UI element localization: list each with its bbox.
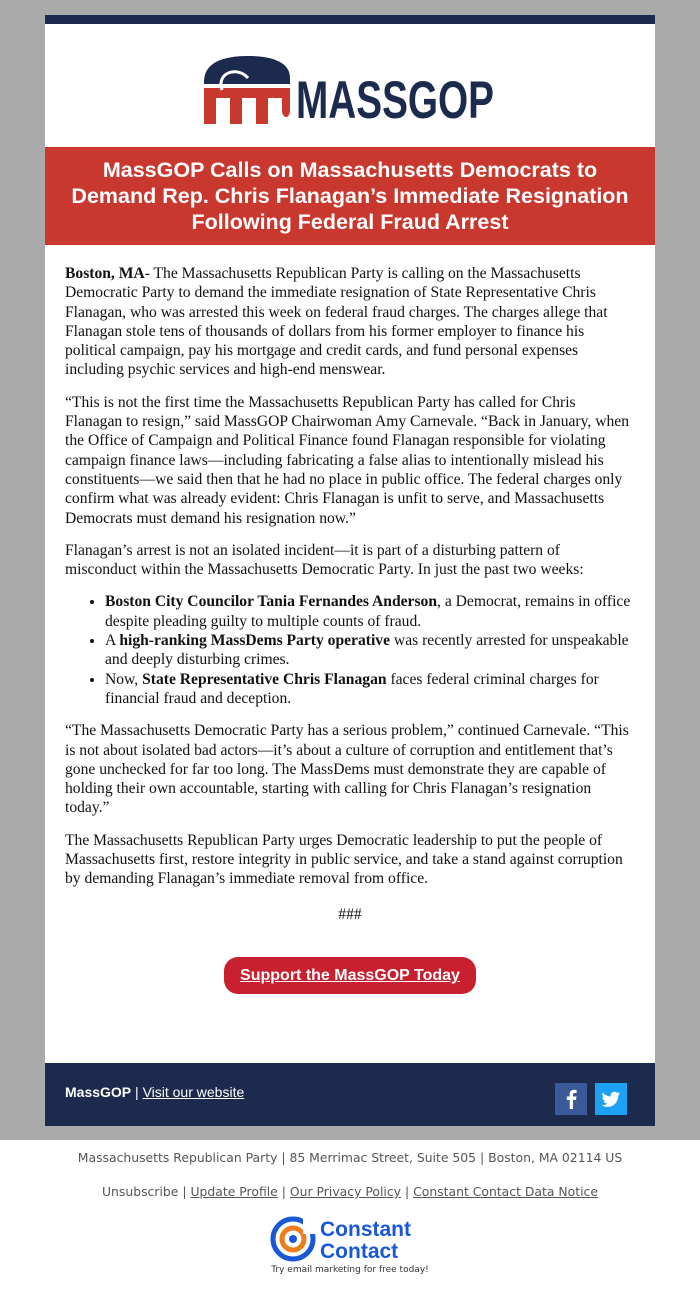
footer-org: MassGOP <box>65 1084 132 1100</box>
paragraph-2: “This is not the first time the Massachusetts Republican Party has called for Chris Flanagan to resign,” said MassGOP Chairwoman Amy Carnevale. “Back in January, when the Office of Campaign and Political Finance found Flanagan responsible for violating campaign finance laws—including fabricating a false alias to intentionally mislead his constituents—we said then that he had no place in public office. The federal charges only confirm what was already evident: Chris Flanagan is unfit to serve, and Massachusetts Democrats must demand his resignation now.” <box>65 393 629 527</box>
footer-left <box>65 1084 244 1100</box>
misconduct-list <box>65 592 635 708</box>
privacy-policy-link[interactable]: Our Privacy Policy <box>289 1184 401 1199</box>
cc-logo-line1: Constant <box>320 1218 411 1241</box>
twitter-icon[interactable] <box>595 1083 627 1115</box>
top-accent-bar <box>45 15 655 24</box>
article-body <box>45 245 655 994</box>
data-notice-link[interactable]: Constant Contact Data Notice <box>413 1184 598 1199</box>
elephant-logo-icon <box>204 56 290 124</box>
support-button[interactable]: Support the MassGOP Today <box>224 957 476 994</box>
footer-links <box>0 1184 700 1199</box>
link-separator: | <box>182 1184 187 1199</box>
email-card <box>45 15 655 1126</box>
cc-logo-line2: Contact <box>320 1240 399 1263</box>
cc-tagline[interactable]: Try email marketing for free today! <box>271 1265 429 1275</box>
paragraph-5: The Massachusetts Republican Party urges Democratic leadership to put the people of Massachusetts first, restore integrity in public service, and take a stand against corruption by demanding Flanagan’s immediate removal from office. <box>65 831 623 888</box>
end-marker: ### <box>338 905 362 923</box>
footer-separator: | <box>135 1084 139 1100</box>
unsubscribe-link[interactable]: Unsubscribe <box>101 1184 179 1199</box>
update-profile-link[interactable]: Update Profile <box>190 1184 278 1199</box>
dateline: Boston, MA <box>65 265 145 282</box>
paragraph-1-text: - The Massachusetts Republican Party is calling on the Massachusetts Democratic Party to demand the immediate resignation of State Representative Chris Flanagan, who was arrested this week on federal fraud charges. The charges allege that Flanagan stole tens of thousands of dollars from his former employer to finance his political campaign, pay his mortgage and credit cards, and fund personal expenses including psychic services and high-end menswear. <box>65 265 608 379</box>
page-title: MassGOP Calls on Massachusetts Democrats to Demand Rep. Chris Flanagan’s Immediate Resignation Following Federal Fraud Arrest <box>45 147 655 245</box>
list-item: • Boston City Councilor Tania Fernandes Anderson, a Democrat, remains in office despite pleading guilty to multiple counts of fraud. <box>105 592 635 631</box>
logo-text: MASSGOP <box>296 71 494 130</box>
constant-contact-icon <box>273 1216 317 1259</box>
email-footer <box>45 1063 655 1126</box>
logo-area <box>45 24 655 147</box>
paragraph-4: “The Massachusetts Democratic Party has a serious problem,” continued Carnevale. “This is not about isolated bad actors—it’s about a culture of corruption and entitlement that’s gone unchecked for far too long. The MassDems must demonstrate they are capable of holding their own accountable, starting with calling for Chris Flanagan’s resignation today.” <box>65 722 629 817</box>
massgop-logo[interactable] <box>202 54 498 129</box>
facebook-icon[interactable] <box>555 1083 587 1115</box>
link-separator: | <box>281 1184 286 1199</box>
constant-contact-logo[interactable] <box>269 1214 431 1264</box>
list-item: • Now, State Representative Chris Flanagan faces federal criminal charges for financial fraud and deception. <box>105 670 635 709</box>
link-separator: | <box>404 1184 410 1199</box>
sender-address: Massachusetts Republican Party | 85 Merrimac Street, Suite 505 | Boston, MA 02114 US <box>77 1150 623 1165</box>
cta-wrapper <box>65 957 635 994</box>
svg-text:★: ★ <box>268 95 278 108</box>
constant-contact-footer <box>0 1150 700 1275</box>
paragraph-1 <box>65 264 635 380</box>
list-item: • A high-ranking MassDems Party operative was recently arrested for unspeakable and deeply disturbing crimes. <box>105 631 635 670</box>
paragraph-3: Flanagan’s arrest is not an isolated incident—it is part of a disturbing pattern of misconduct within the Massachusetts Democratic Party. In just the past two weeks: <box>65 541 584 579</box>
visit-website-link[interactable]: Visit our website <box>142 1084 245 1100</box>
